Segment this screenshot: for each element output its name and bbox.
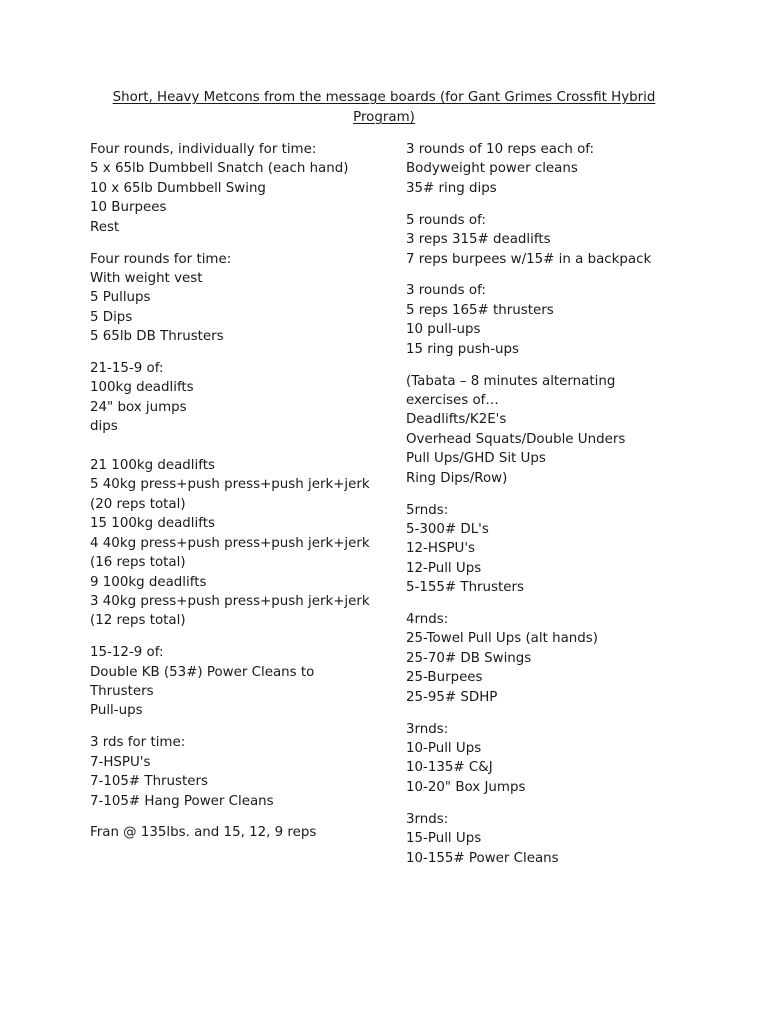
workout-line: 25-Burpees: [406, 670, 483, 686]
workout-block: [406, 720, 706, 798]
workout-line: 24" box jumps: [90, 399, 187, 415]
workout-line: 10 x 65lb Dumbbell Swing: [90, 180, 266, 196]
workout-line: Overhead Squats/Double Unders: [406, 431, 626, 447]
workout-block: [406, 211, 706, 269]
block-heading: 3 rounds of:: [406, 283, 486, 299]
workout-line: 7-HSPU's: [90, 754, 151, 770]
right-column: [406, 140, 706, 880]
workout-line: exercises of…: [406, 392, 499, 408]
block-heading: 5 rounds of:: [406, 212, 486, 228]
workout-line: 10-20" Box Jumps: [406, 779, 526, 795]
workout-line: Ring Dips/Row): [406, 470, 508, 486]
workout-block: [90, 643, 390, 721]
workout-line: Rest: [90, 219, 120, 235]
block-heading: 21-15-9 of:: [90, 361, 164, 377]
workout-block: [406, 610, 706, 707]
document-title: Short, Heavy Metcons from the message boards (for Gant Grimes Crossfit Hybrid Program): [112, 90, 656, 125]
workout-line: 7-105# Hang Power Cleans: [90, 793, 274, 809]
workout-block: [406, 810, 706, 868]
block-heading: 5rnds:: [406, 502, 449, 518]
workout-line: 5-155# Thrusters: [406, 580, 524, 596]
block-heading: 3rnds:: [406, 721, 449, 737]
workout-block: [90, 140, 390, 237]
workout-line: 15 ring push-ups: [406, 341, 520, 357]
workout-line: 3 reps 315# deadlifts: [406, 232, 551, 248]
workout-line: 7 reps burpees w/15# in a backpack: [406, 251, 652, 267]
workout-line: 5 Dips: [90, 309, 133, 325]
workout-block: [90, 823, 390, 842]
workout-line: 3 40kg press+push press+push jerk+jerk: [90, 593, 370, 609]
workout-line: Pull Ups/GHD Sit Ups: [406, 451, 546, 467]
workout-line: 5 x 65lb Dumbbell Snatch (each hand): [90, 161, 349, 177]
block-heading: 3 rounds of 10 reps each of:: [406, 142, 595, 157]
block-heading: 15-12-9 of:: [90, 645, 164, 661]
block-heading: 4rnds:: [406, 612, 449, 628]
workout-line: 12-HSPU's: [406, 541, 475, 557]
workout-line: 21 100kg deadlifts: [90, 458, 215, 474]
workout-line: 9 100kg deadlifts: [90, 574, 207, 590]
block-heading: 3rnds:: [406, 811, 449, 827]
workout-line: 100kg deadlifts: [90, 380, 194, 396]
block-heading: Four rounds for time:: [90, 251, 232, 267]
workout-line: 25-Towel Pull Ups (alt hands): [406, 631, 598, 647]
workout-line: (16 reps total): [90, 555, 186, 571]
workout-line: 15 100kg deadlifts: [90, 516, 215, 532]
block-heading: Fran @ 135lbs. and 15, 12, 9 reps: [90, 825, 317, 841]
workout-block: [406, 140, 706, 198]
workout-line: With weight vest: [90, 270, 203, 286]
workout-line: 10-Pull Ups: [406, 740, 482, 756]
workout-line: Pull-ups: [90, 703, 143, 719]
workout-line: 7-105# Thrusters: [90, 774, 208, 790]
workout-line: 15-Pull Ups: [406, 831, 482, 847]
workout-line: 10 pull-ups: [406, 322, 481, 338]
block-heading: (Tabata – 8 minutes alternating: [406, 373, 616, 389]
workout-line: 25-95# SDHP: [406, 689, 498, 705]
workout-line: (20 reps total): [90, 496, 186, 512]
workout-block: [406, 372, 706, 488]
workout-line: 5 reps 165# thrusters: [406, 302, 554, 318]
block-heading: Four rounds, individually for time:: [90, 142, 317, 157]
workout-line: 10-155# Power Cleans: [406, 850, 559, 866]
workout-line: 5 40kg press+push press+push jerk+jerk: [90, 477, 370, 493]
workout-block: [406, 281, 706, 359]
workout-line: 10-135# C&J: [406, 760, 493, 776]
left-column: [90, 140, 390, 855]
workout-line: 5-300# DL's: [406, 521, 489, 537]
workout-line: 25-70# DB Swings: [406, 650, 532, 666]
workout-line: 12-Pull Ups: [406, 560, 482, 576]
workout-line: 4 40kg press+push press+push jerk+jerk: [90, 535, 370, 551]
workout-block: [90, 359, 390, 631]
workout-block: [90, 733, 390, 811]
workout-line: 35# ring dips: [406, 180, 497, 196]
workout-line: dips: [90, 419, 118, 435]
blank-line: [90, 437, 390, 456]
workout-line: 5 65lb DB Thrusters: [90, 329, 224, 345]
workout-line: Double KB (53#) Power Cleans to: [90, 664, 315, 680]
workout-block: [406, 501, 706, 598]
workout-line: Thrusters: [90, 684, 154, 700]
workout-line: (12 reps total): [90, 613, 186, 629]
workout-line: Deadlifts/K2E's: [406, 412, 507, 428]
workout-block: [90, 250, 390, 347]
workout-line: 5 Pullups: [90, 290, 151, 306]
workout-line: 10 Burpees: [90, 200, 167, 216]
block-heading: 3 rds for time:: [90, 735, 186, 751]
workout-line: Bodyweight power cleans: [406, 161, 578, 177]
